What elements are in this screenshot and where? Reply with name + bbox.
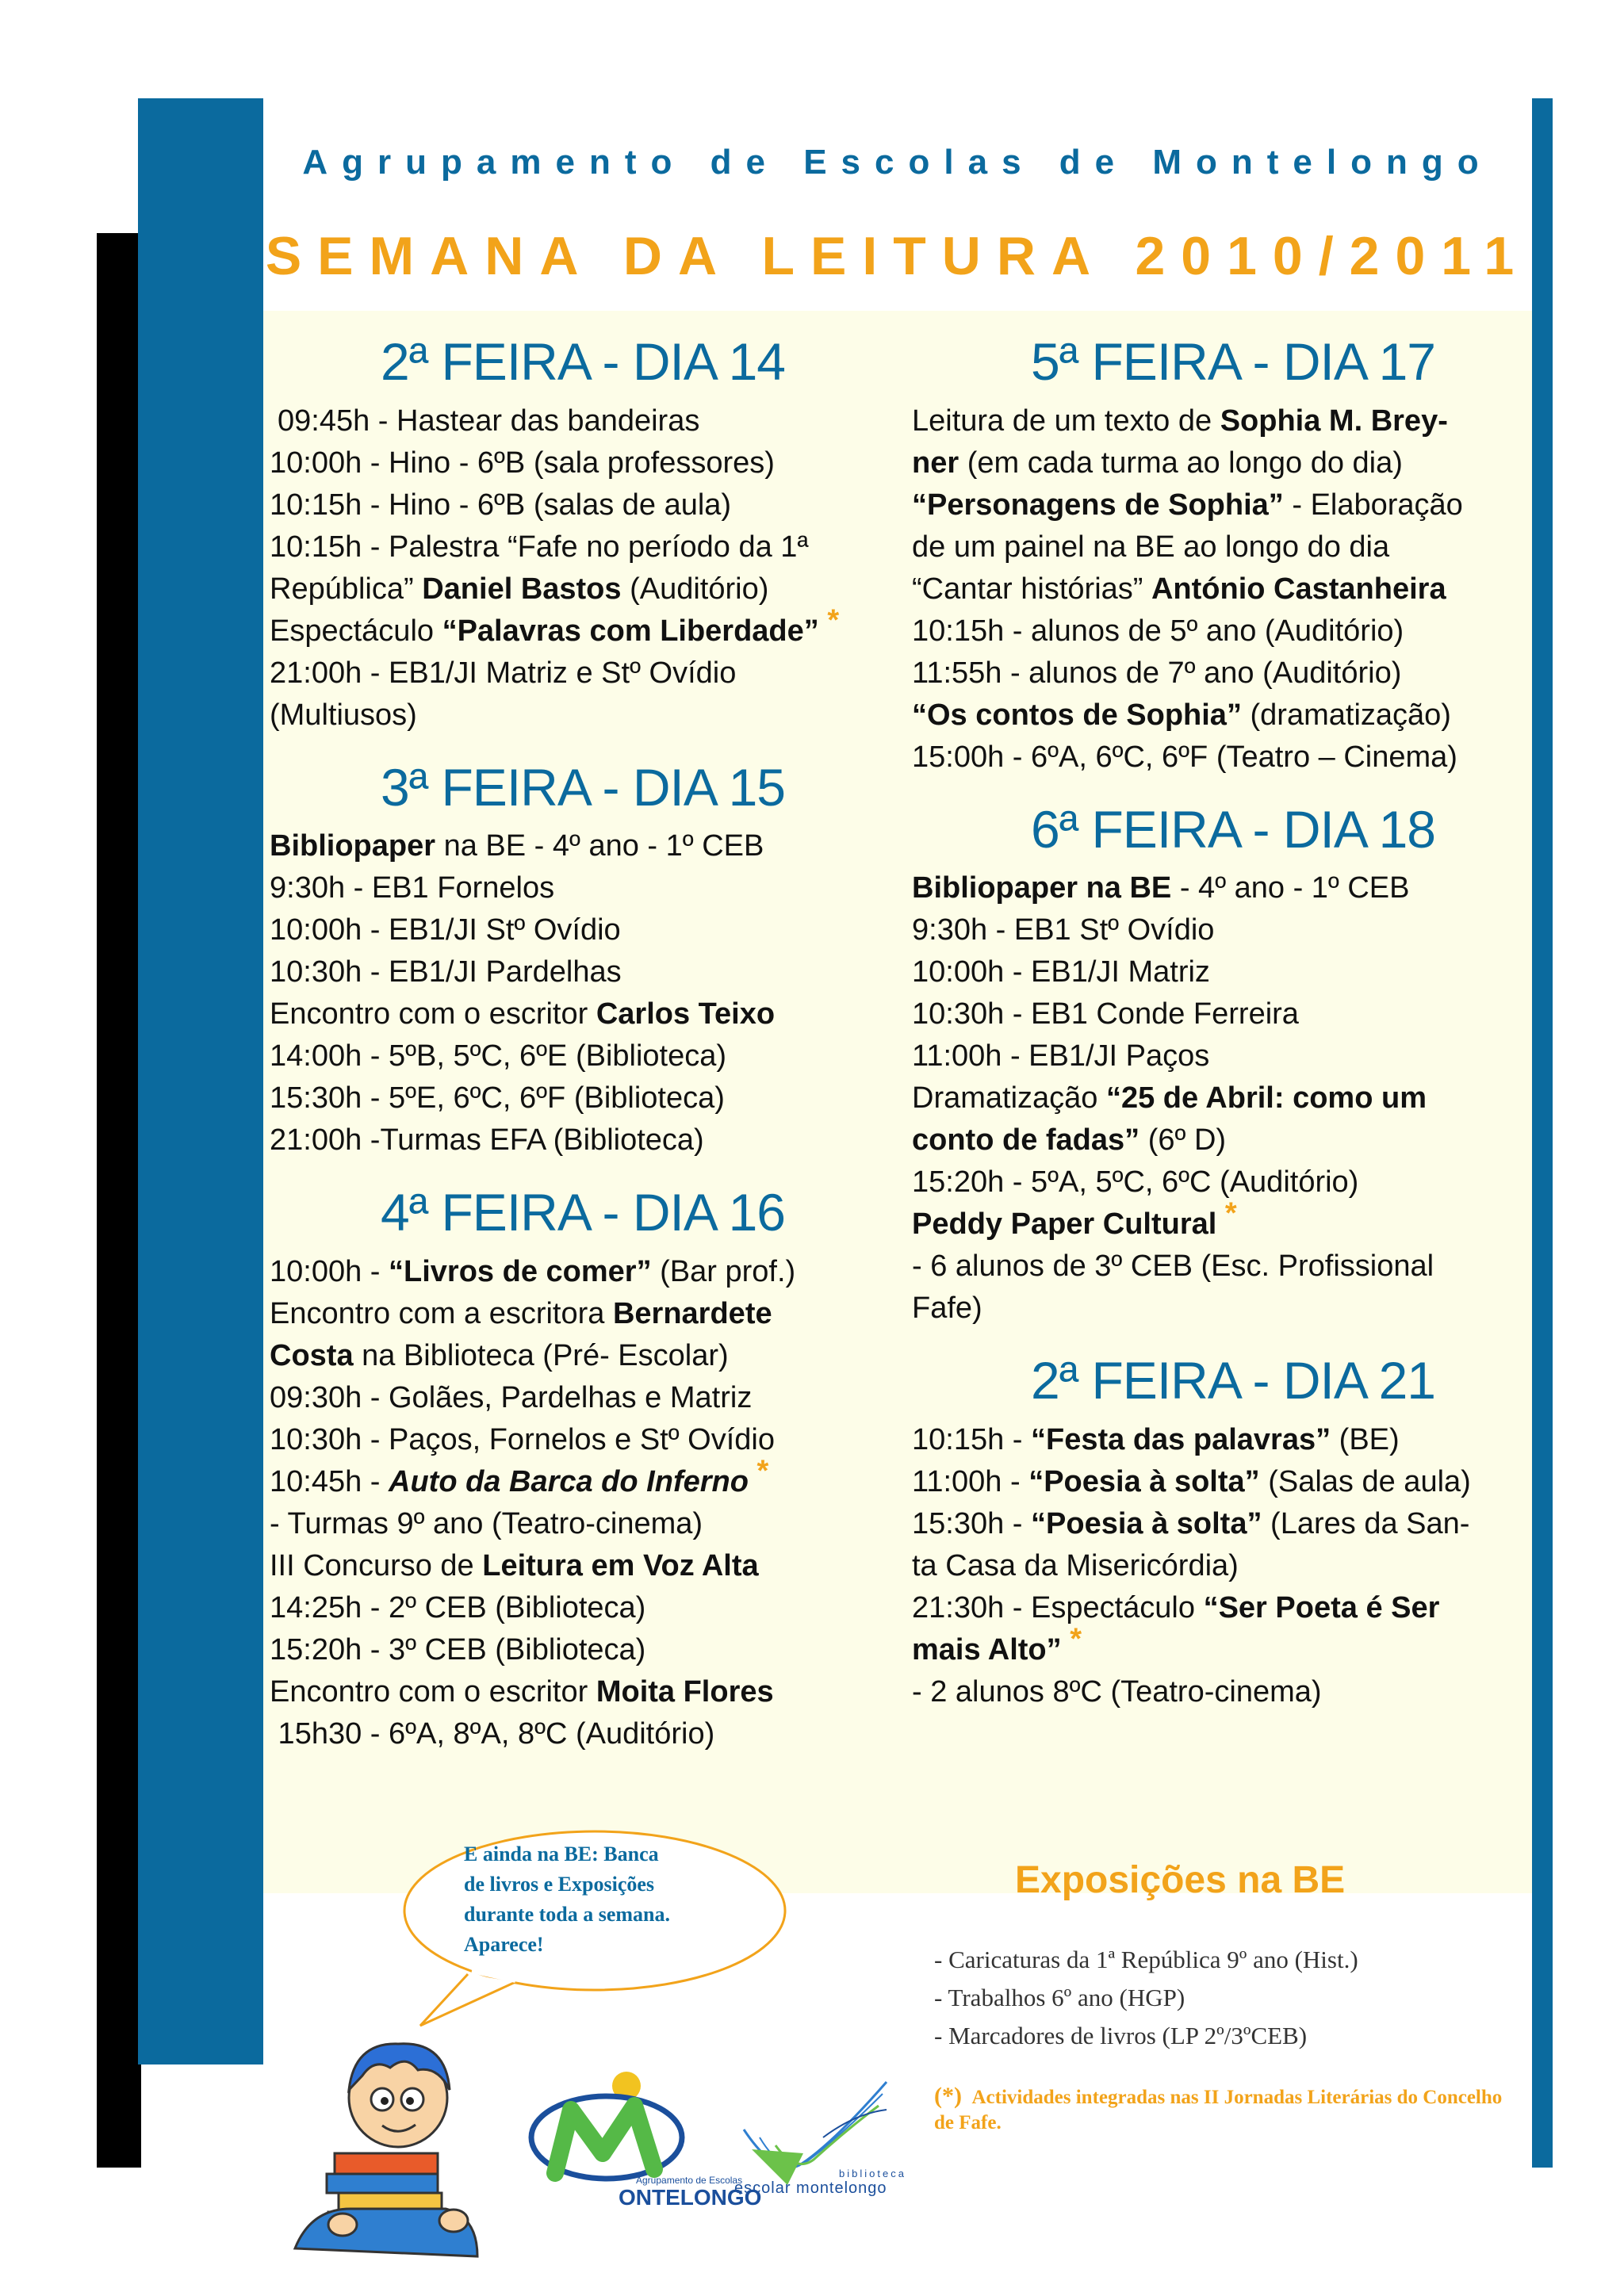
schedule-line: 10:00h - Hino - 6ºB (sala professores) bbox=[270, 446, 775, 480]
schedule-line: Encontro com o escritor Carlos Teixo bbox=[270, 997, 776, 1031]
agrupamento-logo-icon bbox=[515, 2042, 762, 2210]
schedule-line: - 6 alunos de 3º CEB (Esc. Profissional bbox=[912, 1249, 1434, 1284]
schedule-line: 10:15h - Palestra “Fafe no período da 1ª bbox=[270, 530, 809, 564]
decorative-black-bar bbox=[97, 233, 141, 2168]
schedule-line: 09:45h - Hastear das bandeiras bbox=[278, 404, 700, 438]
asterisk-mark: * bbox=[756, 1454, 769, 1488]
schedule-line: 14:25h - 2º CEB (Biblioteca) bbox=[270, 1590, 646, 1624]
list-item: - Trabalhos 6º ano (HGP) bbox=[934, 1984, 1185, 2011]
schedule-line: 09:30h - Golães, Pardelhas e Matriz bbox=[270, 1380, 753, 1414]
schedule-line: 15:30h - “Poesia à solta” (Lares da San- bbox=[912, 1506, 1470, 1540]
schedule-line: conto de fadas” (6º D) bbox=[912, 1123, 1227, 1158]
schedule-line: 10:00h - EB1/JI Matriz bbox=[912, 955, 1210, 989]
schedule-line: (Multiusos) bbox=[270, 698, 417, 732]
day-title-monday-21: 2ª FEIRA - DIA 21 bbox=[1031, 1351, 1435, 1410]
schedule-line: Encontro com o escritor Moita Flores bbox=[270, 1674, 774, 1709]
day-title-wednesday-16: 4ª FEIRA - DIA 16 bbox=[381, 1183, 785, 1242]
schedule-line: Bibliopaper na BE - 4º ano - 1º CEB bbox=[912, 871, 1410, 905]
schedule-line: 14:00h - 5ºB, 5ºC, 6ºE (Biblioteca) bbox=[270, 1039, 727, 1073]
svg-text:escolar montelongo: escolar montelongo bbox=[734, 2179, 887, 2197]
schedule-line: 10:00h - “Livros de comer” (Bar prof.) bbox=[270, 1254, 796, 1288]
schedule-line: Leitura de um texto de Sophia M. Brey- bbox=[912, 404, 1448, 438]
schedule-line: 15h30 - 6ºA, 8ºA, 8ºC (Auditório) bbox=[270, 1716, 715, 1751]
schedule-line: 11:00h - EB1/JI Paços bbox=[912, 1039, 1210, 1073]
schedule-line: Espectáculo “Palavras com Liberdade” * bbox=[270, 603, 840, 648]
asterisk-mark: * bbox=[1070, 1622, 1082, 1656]
schedule-line: 10:30h - Paços, Fornelos e Stº Ovídio bbox=[270, 1422, 775, 1456]
schedule-line: 10:30h - EB1 Conde Ferreira bbox=[912, 997, 1299, 1031]
schedule-line: 9:30h - EB1 Stº Ovídio bbox=[912, 913, 1215, 947]
program-panel bbox=[263, 311, 1532, 1893]
schedule-line: República” Daniel Bastos (Auditório) bbox=[270, 572, 769, 606]
schedule-line: 21:00h -Turmas EFA (Biblioteca) bbox=[270, 1123, 704, 1158]
day-title-thursday-17: 5ª FEIRA - DIA 17 bbox=[1031, 332, 1435, 391]
svg-text:biblioteca: biblioteca bbox=[839, 2168, 906, 2179]
schedule-line: 10:00h - EB1/JI Stº Ovídio bbox=[270, 913, 621, 947]
schedule-line: 9:30h - EB1 Fornelos bbox=[270, 871, 555, 905]
schedule-line: Dramatização “25 de Abril: como um bbox=[912, 1081, 1427, 1115]
program-column-right bbox=[912, 311, 1538, 1713]
schedule-line: Fafe) bbox=[912, 1292, 982, 1326]
day-title-friday-18: 6ª FEIRA - DIA 18 bbox=[1031, 799, 1435, 859]
reading-boy-mascot-icon bbox=[279, 2026, 517, 2264]
svg-text:Agrupamento de Escolas: Agrupamento de Escolas bbox=[636, 2175, 743, 2186]
list-item: - Caricaturas da 1ª República 9º ano (Hist.) bbox=[934, 1946, 1358, 1973]
list-item: - Marcadores de livros (LP 2º/3ºCEB) bbox=[934, 2022, 1308, 2049]
asterisk-mark: * bbox=[1224, 1196, 1237, 1230]
schedule-line: 15:00h - 6ºA, 6ºC, 6ºF (Teatro – Cinema) bbox=[912, 740, 1457, 774]
biblioteca-logo-icon bbox=[728, 2066, 906, 2209]
decorative-blue-bar-left bbox=[138, 98, 263, 2064]
asterisk-mark: * bbox=[827, 603, 840, 637]
schedule-line: mais Alto” * bbox=[912, 1622, 1082, 1667]
exhibitions-title: Exposições na BE bbox=[1015, 1859, 1346, 1901]
schedule-line: 10:45h - Auto da Barca do Inferno * bbox=[270, 1454, 769, 1498]
schedule-line: 10:15h - “Festa das palavras” (BE) bbox=[912, 1422, 1400, 1456]
schedule-line: 21:00h - EB1/JI Matriz e Stº Ovídio bbox=[270, 656, 737, 690]
bubble-text: E ainda na BE: Banca de livros e Exposições durante toda a semana. Aparece! bbox=[464, 1843, 671, 1956]
schedule-line: 15:20h - 5ºA, 5ºC, 6ºC (Auditório) bbox=[912, 1165, 1359, 1200]
schedule-line: - Turmas 9º ano (Teatro-cinema) bbox=[270, 1506, 703, 1540]
schedule-line: Costa na Biblioteca (Pré- Escolar) bbox=[270, 1338, 729, 1372]
schedule-line: Bibliopaper na BE - 4º ano - 1º CEB bbox=[270, 829, 764, 863]
schedule-line: Peddy Paper Cultural * bbox=[912, 1196, 1237, 1242]
schedule-line: ta Casa da Misericórdia) bbox=[912, 1548, 1239, 1582]
footnote: (*) Actividades integradas nas II Jornadas Literárias do Concelho de Fafe. bbox=[934, 2083, 1503, 2133]
svg-text:ONTELONGO: ONTELONGO bbox=[619, 2185, 762, 2210]
day-title-tuesday-15: 3ª FEIRA - DIA 15 bbox=[381, 757, 785, 817]
exhibitions-list bbox=[934, 1941, 1358, 2055]
schedule-line: 10:15h - Hino - 6ºB (salas de aula) bbox=[270, 488, 732, 522]
schedule-line: 15:30h - 5ºE, 6ºC, 6ºF (Biblioteca) bbox=[270, 1081, 725, 1115]
schedule-line: 11:00h - “Poesia à solta” (Salas de aula) bbox=[912, 1464, 1471, 1498]
schedule-line: “Personagens de Sophia” - Elaboração bbox=[912, 488, 1463, 522]
schedule-line: 11:55h - alunos de 7º ano (Auditório) bbox=[912, 656, 1402, 690]
schedule-line: ner (em cada turma ao longo do dia) bbox=[912, 446, 1403, 480]
schedule-line: de um painel na BE ao longo do dia bbox=[912, 530, 1390, 564]
schedule-line: 21:30h - Espectáculo “Ser Poeta é Ser bbox=[912, 1590, 1440, 1624]
header-subtitle: SEMANA DA LEITURA 2010/2011 bbox=[265, 226, 1530, 286]
schedule-line: 10:15h - alunos de 5º ano (Auditório) bbox=[912, 614, 1404, 648]
schedule-line: “Os contos de Sophia” (dramatização) bbox=[912, 698, 1451, 732]
day-title-monday-14: 2ª FEIRA - DIA 14 bbox=[381, 332, 785, 391]
schedule-line: Encontro com a escritora Bernardete bbox=[270, 1296, 772, 1330]
header-title: Agrupamento de Escolas de Montelongo bbox=[302, 143, 1493, 182]
program-column-left bbox=[270, 311, 896, 1755]
schedule-line: 15:20h - 3º CEB (Biblioteca) bbox=[270, 1632, 646, 1667]
schedule-line: “Cantar histórias” António Castanheira bbox=[912, 572, 1446, 606]
schedule-line: - 2 alunos 8ºC (Teatro-cinema) bbox=[912, 1674, 1322, 1709]
schedule-line: III Concurso de Leitura em Voz Alta bbox=[270, 1548, 759, 1582]
schedule-line: 10:30h - EB1/JI Pardelhas bbox=[270, 955, 622, 989]
